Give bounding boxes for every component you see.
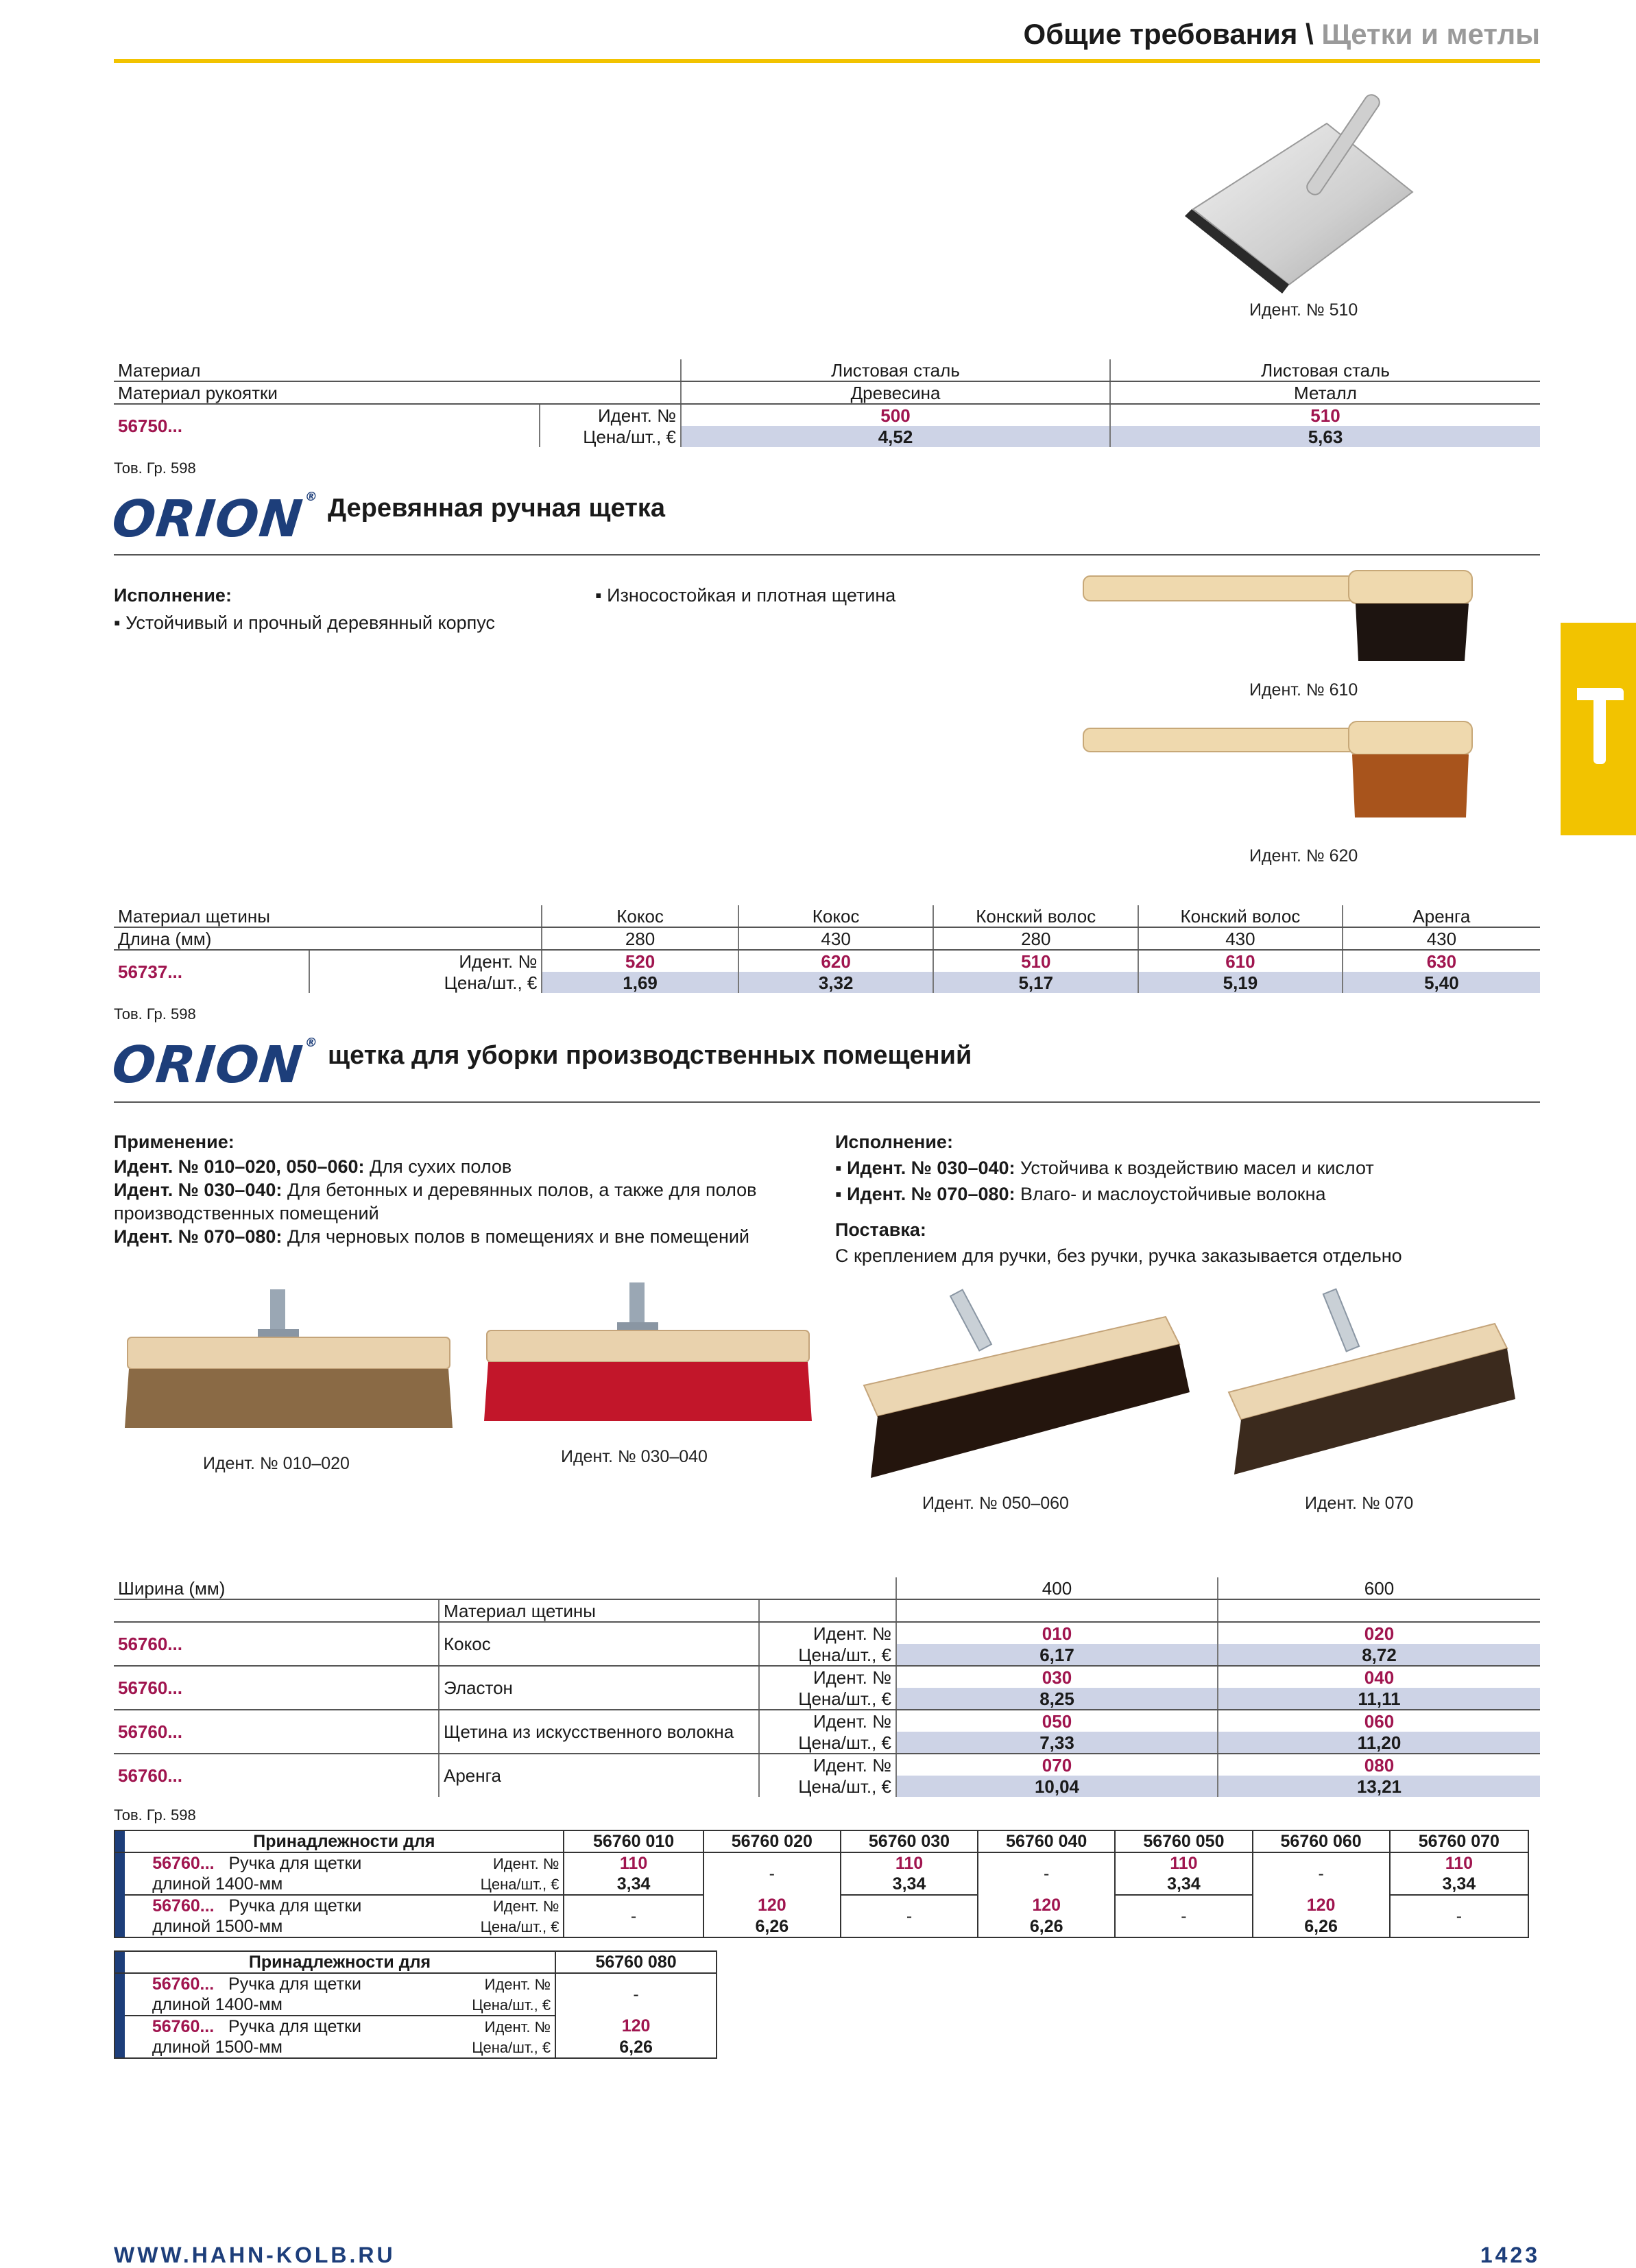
price-value: 6,26 xyxy=(703,1916,841,1937)
article-number: 56760... xyxy=(152,1896,215,1915)
accessories-header-row xyxy=(115,1951,717,1973)
brand-mark: ® xyxy=(304,1036,319,1050)
usage-heading: Применение: xyxy=(114,1132,234,1152)
page-number: 1423 xyxy=(1480,2243,1540,2267)
orion-logo xyxy=(109,1036,318,1095)
accessory-name-line: длиной 1400-мм xyxy=(152,1874,283,1894)
broom-caption: Идент. № 030–040 xyxy=(561,1447,708,1466)
cell-width: 600 xyxy=(1218,1577,1540,1599)
side-category-tab[interactable] xyxy=(1561,623,1636,835)
price-label: Цена/шт., € xyxy=(540,426,681,447)
cell-material: Конский волос xyxy=(1138,905,1343,927)
price-value: 8,72 xyxy=(1218,1644,1540,1666)
accessory-name xyxy=(125,1895,431,1916)
id-value: - xyxy=(978,1852,1115,1895)
accent-bar xyxy=(115,1852,125,1937)
material-head-row xyxy=(114,1599,1540,1622)
price-value: 5,63 xyxy=(1110,426,1540,447)
feature-item: ▪ Устойчивый и прочный деревянный корпус xyxy=(114,612,495,633)
price-value: 5,17 xyxy=(933,972,1138,993)
cell-length: 280 xyxy=(542,927,738,950)
price-label: Цена/шт., € xyxy=(309,972,542,993)
price-label: Цена/шт., € xyxy=(759,1644,896,1666)
accessory-name-line2 xyxy=(125,1994,426,2016)
cell-material: Конский волос xyxy=(933,905,1138,927)
id-label: Идент. № xyxy=(759,1622,896,1644)
price-row xyxy=(114,972,1540,993)
price-label: Цена/шт., € xyxy=(759,1776,896,1797)
price-value: 3,34 xyxy=(1390,1874,1528,1895)
id-row xyxy=(114,950,1540,972)
cell-length: 430 xyxy=(1343,927,1540,950)
broom-row xyxy=(114,1666,1540,1688)
id-value[interactable]: 010 xyxy=(896,1622,1218,1644)
model-header: 56760 060 xyxy=(1253,1830,1390,1852)
price-value: 5,19 xyxy=(1138,972,1343,993)
hammer-icon xyxy=(1561,623,1636,835)
usage-item xyxy=(114,1155,799,1178)
orion-logo xyxy=(109,490,318,549)
broom-spec-table xyxy=(114,1577,1540,1797)
broom-row xyxy=(114,1710,1540,1732)
design-item: ▪ Идент. № 030–040: Устойчива к воздействию масел и кислот xyxy=(835,1158,1374,1178)
price-value: 13,21 xyxy=(1218,1776,1540,1797)
header-rule xyxy=(114,59,1540,63)
model-header: 56760 070 xyxy=(1390,1830,1528,1852)
model-header: 56760 020 xyxy=(703,1830,841,1852)
dustpan-spec-table xyxy=(114,359,1540,447)
id-label: Идент. № xyxy=(540,404,681,426)
design-label: Идент. № 070–080: xyxy=(847,1184,1015,1204)
accessory-name-line2 xyxy=(125,1916,431,1937)
price-value: 3,34 xyxy=(1115,1874,1252,1895)
article-number: 56737... xyxy=(118,962,182,982)
usage-label: Идент. № 030–040: xyxy=(114,1180,282,1200)
accessories-heading: Принадлежности для xyxy=(125,1951,555,1973)
price-value: 8,25 xyxy=(896,1688,1218,1710)
id-value[interactable]: 510 xyxy=(1110,404,1540,426)
price-value: 6,26 xyxy=(978,1916,1115,1937)
article-number: 56760... xyxy=(152,1853,215,1873)
id-value[interactable]: 040 xyxy=(1218,1666,1540,1688)
supply-heading: Поставка: xyxy=(835,1219,926,1240)
product-group: Тов. Гр. 598 xyxy=(114,459,196,477)
accessory-row xyxy=(115,1852,1528,1874)
accessory-name-line: Ручка для щетки xyxy=(228,2016,361,2036)
accent-bar xyxy=(115,1951,125,1973)
broom-caption: Идент. № 050–060 xyxy=(922,1494,1069,1513)
usage-block xyxy=(114,1129,799,1248)
accessory-name-line: Ручка для щетки xyxy=(228,1853,362,1873)
id-label: Идент. № xyxy=(484,2018,551,2036)
id-value: - xyxy=(703,1852,841,1895)
id-value[interactable]: 030 xyxy=(896,1666,1218,1688)
price-value: 3,34 xyxy=(564,1874,703,1895)
hand-brush-coconut-image xyxy=(1078,720,1476,823)
broom-caption: Идент. № 070 xyxy=(1305,1494,1414,1513)
material-header: Материал щетины xyxy=(439,1599,759,1622)
accessories-header-row xyxy=(115,1830,1528,1852)
product-title: щетка для уборки производственных помещений xyxy=(328,1041,972,1070)
id-label: Идент. № xyxy=(759,1754,896,1776)
brand-mark: ® xyxy=(304,490,319,504)
id-value[interactable]: 520 xyxy=(542,950,738,972)
id-label: Идент. № xyxy=(309,950,542,972)
row-label: Материал рукоятки xyxy=(114,381,681,404)
id-value[interactable]: 620 xyxy=(738,950,934,972)
accessory-name-line2 xyxy=(125,1874,431,1895)
accessory-name-line: Ручка для щетки xyxy=(228,1974,361,1994)
price-label: Цена/шт., € xyxy=(480,1918,560,1935)
id-label: Идент. № xyxy=(759,1710,896,1732)
price-label: Цена/шт., € xyxy=(431,1874,564,1895)
price-value: 6,17 xyxy=(896,1644,1218,1666)
id-value: - xyxy=(555,1973,717,2016)
section-rule xyxy=(114,554,1540,556)
hand-brush-caption: Идент. № 620 xyxy=(1249,846,1358,866)
accessory-name xyxy=(125,1852,431,1874)
usage-text: Для черновых полов в помещениях и вне помещений xyxy=(282,1226,750,1247)
price-value: 11,11 xyxy=(1218,1688,1540,1710)
article-number: 56750... xyxy=(118,416,182,436)
accessory-name-line: длиной 1400-мм xyxy=(152,1994,282,2014)
accessory-price-row xyxy=(115,1916,1528,1937)
accessories-heading: Принадлежности для xyxy=(125,1830,564,1852)
id-value: - xyxy=(564,1895,703,1937)
row-label: Ширина (мм) xyxy=(114,1577,896,1599)
design-item: ▪ Идент. № 070–080: Влаго- и маслоустойчивые волокна xyxy=(835,1184,1326,1204)
article-number: 56760... xyxy=(114,1622,439,1666)
cell-handle: Металл xyxy=(1110,381,1540,404)
id-label: Идент. № xyxy=(492,1897,560,1915)
cell-width: 400 xyxy=(896,1577,1218,1599)
model-header: 56760 050 xyxy=(1115,1830,1252,1852)
price-label: Цена/шт., € xyxy=(759,1732,896,1754)
id-label: Идент. № xyxy=(492,1854,560,1872)
bristle-material: Щетина из искусственного волокна xyxy=(439,1710,759,1754)
id-value[interactable]: 630 xyxy=(1343,950,1540,972)
feature-item: ▪ Износостойкая и плотная щетина xyxy=(595,585,896,606)
id-value[interactable]: 120 xyxy=(1253,1895,1390,1916)
dustpan-id-row xyxy=(114,404,1540,426)
price-label: Цена/шт., € xyxy=(426,1994,555,2016)
header-section: Общие требования xyxy=(1023,18,1298,50)
accessory-name xyxy=(125,2016,426,2037)
accessories-table xyxy=(114,1830,1529,1938)
id-label: Идент. № xyxy=(759,1666,896,1688)
header-separator: \ xyxy=(1306,18,1314,50)
features-heading: Исполнение: xyxy=(114,585,232,606)
cell-material: Кокос xyxy=(738,905,934,927)
feature-text: Устойчивый и прочный деревянный корпус xyxy=(125,612,495,633)
hand-brush-caption: Идент. № 610 xyxy=(1249,680,1358,700)
hand-brush-black-image xyxy=(1078,569,1476,665)
model-header: 56760 010 xyxy=(564,1830,703,1852)
price-value: 1,69 xyxy=(542,972,738,993)
broom-caption: Идент. № 010–020 xyxy=(203,1454,350,1473)
usage-item xyxy=(114,1225,799,1248)
id-value[interactable]: 500 xyxy=(681,404,1110,426)
row-label: Материал щетины xyxy=(114,905,542,927)
cell-length: 430 xyxy=(738,927,934,950)
usage-item xyxy=(114,1178,799,1225)
brand-name: ORION xyxy=(109,490,306,549)
accessory-name-line2 xyxy=(125,2037,426,2058)
width-row xyxy=(114,1577,1540,1599)
price-value: 6,26 xyxy=(1253,1916,1390,1937)
accessory-row xyxy=(115,1973,717,1994)
dustpan-image xyxy=(1179,75,1467,295)
price-value: 5,40 xyxy=(1343,972,1540,993)
cell-length: 280 xyxy=(933,927,1138,950)
id-value[interactable]: 610 xyxy=(1138,950,1343,972)
cell-material: Листовая сталь xyxy=(1110,359,1540,381)
design-text: Устойчива к воздействию масел и кислот xyxy=(1015,1158,1374,1178)
article-number: 56760... xyxy=(114,1666,439,1710)
dustpan-handle-row xyxy=(114,381,1540,404)
usage-text: Для сухих полов xyxy=(364,1156,512,1177)
dustpan-caption: Идент. № 510 xyxy=(1249,300,1358,320)
product-group: Тов. Гр. 598 xyxy=(114,1806,196,1824)
header-subsection: Щетки и метлы xyxy=(1321,18,1540,50)
price-value: 11,20 xyxy=(1218,1732,1540,1754)
price-label: Цена/шт., € xyxy=(759,1688,896,1710)
id-value[interactable]: 050 xyxy=(896,1710,1218,1732)
accessory-name-line: Ручка для щетки xyxy=(228,1896,362,1915)
material-row xyxy=(114,905,1540,927)
design-label: Идент. № 030–040: xyxy=(847,1158,1015,1178)
design-heading: Исполнение: xyxy=(835,1132,953,1152)
cell-material: Листовая сталь xyxy=(681,359,1110,381)
id-label: Идент. № xyxy=(484,1975,551,1993)
supply-text: С креплением для ручки, без ручки, ручка заказывается отдельно xyxy=(835,1245,1402,1266)
price-value: 6,26 xyxy=(555,2037,717,2058)
broom-row xyxy=(114,1622,1540,1644)
id-value[interactable]: 070 xyxy=(896,1754,1218,1776)
price-label: Цена/шт., € xyxy=(472,2038,551,2056)
accessory-price-row xyxy=(115,2037,717,2058)
footer-url[interactable]: WWW.HAHN-KOLB.RU xyxy=(114,2243,396,2267)
model-header: 56760 030 xyxy=(841,1830,978,1852)
id-value[interactable]: 110 xyxy=(841,1852,978,1874)
design-text: Влаго- и маслоустойчивые волокна xyxy=(1015,1184,1326,1204)
usage-text: Для бетонных и деревянных полов, а также для полов производственных помещений xyxy=(114,1180,757,1223)
bristle-material: Аренга xyxy=(439,1754,759,1797)
feature-text: Износостойкая и плотная щетина xyxy=(607,585,896,606)
accessory-row xyxy=(115,1895,1528,1916)
length-row xyxy=(114,927,1540,950)
id-value[interactable]: 120 xyxy=(555,2016,717,2037)
id-value[interactable]: 120 xyxy=(978,1895,1115,1916)
broom-synthetic-image xyxy=(843,1282,1200,1488)
brand-name: ORION xyxy=(109,1036,306,1095)
design-block xyxy=(835,1129,1521,1269)
id-value[interactable]: 080 xyxy=(1218,1754,1540,1776)
accessory-name-line: длиной 1500-мм xyxy=(152,1916,283,1936)
id-value[interactable]: 060 xyxy=(1218,1710,1540,1732)
article-number: 56760... xyxy=(152,1974,215,1994)
product-group: Тов. Гр. 598 xyxy=(114,1005,196,1023)
cell-handle: Древесина xyxy=(681,381,1110,404)
id-value[interactable]: 110 xyxy=(1390,1852,1528,1874)
dustpan-material-row xyxy=(114,359,1540,381)
row-label: Длина (мм) xyxy=(114,927,542,950)
id-value: - xyxy=(1253,1852,1390,1895)
id-value[interactable]: 110 xyxy=(1115,1852,1252,1874)
id-value[interactable]: 110 xyxy=(564,1852,703,1874)
model-header: 56760 080 xyxy=(555,1951,717,1973)
article-number: 56760... xyxy=(114,1710,439,1754)
accessory-row xyxy=(115,2016,717,2037)
price-value: 3,34 xyxy=(841,1874,978,1895)
price-value: 4,52 xyxy=(681,426,1110,447)
id-value[interactable]: 510 xyxy=(933,950,1138,972)
id-value: - xyxy=(841,1895,978,1937)
row-label: Материал xyxy=(114,359,681,381)
broom-elaston-image xyxy=(480,1282,816,1427)
price-value: 7,33 xyxy=(896,1732,1218,1754)
product-title: Деревянная ручная щетка xyxy=(328,494,665,523)
bristle-material: Кокос xyxy=(439,1622,759,1666)
accessory-name xyxy=(125,1973,426,1994)
id-value: - xyxy=(1115,1895,1252,1937)
accent-bar xyxy=(115,1830,125,1852)
accessories-table-2 xyxy=(114,1950,717,2059)
model-header: 56760 040 xyxy=(978,1830,1115,1852)
hand-brush-spec-table xyxy=(114,905,1540,993)
broom-arenga-image xyxy=(1214,1282,1515,1488)
cell-material: Аренга xyxy=(1343,905,1540,927)
broom-row xyxy=(114,1754,1540,1776)
article-number: 56760... xyxy=(152,2016,215,2036)
accessory-name-line: длиной 1500-мм xyxy=(152,2037,282,2057)
article-number: 56760... xyxy=(118,1765,182,1786)
accent-bar xyxy=(115,1973,125,2058)
id-value[interactable]: 020 xyxy=(1218,1622,1540,1644)
bristle-material: Эластон xyxy=(439,1666,759,1710)
cell-material: Кокос xyxy=(542,905,738,927)
price-value: 3,32 xyxy=(738,972,934,993)
usage-label: Идент. № 070–080: xyxy=(114,1226,282,1247)
page-header xyxy=(1024,18,1540,51)
id-value[interactable]: 120 xyxy=(703,1895,841,1916)
usage-label: Идент. № 010–020, 050–060: xyxy=(114,1156,365,1177)
cell-length: 430 xyxy=(1138,927,1343,950)
section-rule xyxy=(114,1101,1540,1103)
id-value: - xyxy=(1390,1895,1528,1937)
broom-coconut-image xyxy=(121,1289,457,1433)
price-value: 10,04 xyxy=(896,1776,1218,1797)
